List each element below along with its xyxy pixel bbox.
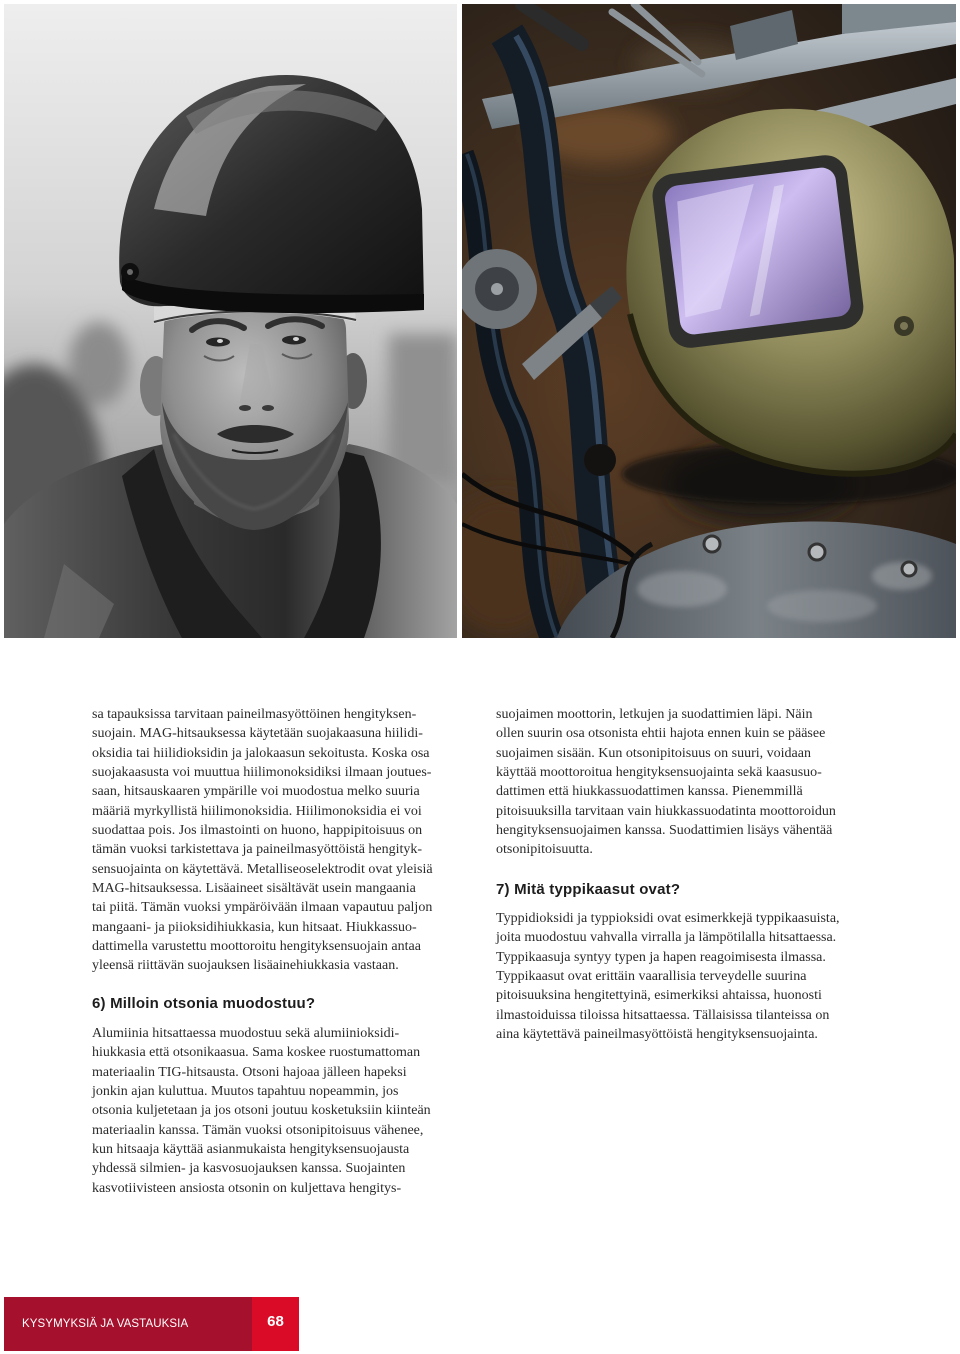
text-line: ollen suurin osa otsonista ehtii hajota ennen kuin se pääsee xyxy=(496,726,826,742)
text-line: otsonia kuljetetaan ja jos otsoni joutuu kosketuksiin kiinteän xyxy=(92,1103,431,1119)
text-line: otsonipitoisuutta. xyxy=(496,842,593,858)
text-line: suojaimen sisään. Kun otsonipitoisuus on suuri, voidaan xyxy=(496,745,811,761)
text-line: Typpikaasut ovat erittäin vaarallisia terveydelle suurina xyxy=(496,969,807,985)
text-line: suojakaasusta voi muuttua hiilimonoksidiksi ilmaan joutues- xyxy=(92,765,432,781)
page-number-box xyxy=(252,1297,299,1351)
text-line: kasvotiivisteen ansiosta otsonin on kuljettava hengitys- xyxy=(92,1180,402,1196)
text-line: pitoisuuksilla tarvitaan vain hiukkassuodatinta moottoroidun xyxy=(496,803,836,819)
text-line: käyttää moottoroitua hengityksensuojainta sekä kaasusuo- xyxy=(496,765,822,781)
text-line: jonkin ajan kuluttua. Muutos tapahtuu nopeammin, jos xyxy=(92,1084,399,1100)
text-line: MAG-hitsauksessa. Lisäaineet sisältävät usein mangaania xyxy=(92,881,416,897)
text-line: määriä myrkyllistä hiilimonoksidia. Hiilimonoksidia ei voi xyxy=(92,803,422,819)
text-line: sensuojainta on käytettävä. Metalliseoselektrodit ovat yleisiä xyxy=(92,861,433,877)
text-line: tämän vuoksi tarkistettava ja paineilmasyöttöistä hengityk- xyxy=(92,842,423,858)
text-line: dattimella varustettu moottoroitu hengityksensuojain antaa xyxy=(92,939,421,955)
text-line: tai piitä. Tämän vuoksi ympäröivään ilmaan vapautuu paljon xyxy=(92,900,433,916)
welding-helmet-photo xyxy=(462,4,956,638)
text-line: sa tapauksissa tarvitaan paineilmasyöttöinen hengityksen- xyxy=(92,707,417,722)
text-line: ilmastoiduissa tiloissa hitsattaessa. Tällaisissa tilanteissa on xyxy=(496,1007,830,1023)
section-heading-7: 7) Mitä typpikaasut ovat? xyxy=(496,881,681,898)
text-line: saan, hitsauskaaren ympärille voi muodostua melko suuria xyxy=(92,784,420,800)
text-line: Alumiinia hitsattaessa muodostuu sekä alumiinioksidi- xyxy=(92,1026,400,1041)
footer-section-label: KYSYMYKSIÄ JA VASTAUKSIA xyxy=(22,1318,189,1330)
text-line: materiaalin kanssa. Tämän vuoksi otsonipitoisuus vähenee, xyxy=(92,1122,424,1138)
text-line: yhdessä silmien- ja kasvosuojauksen kanssa. Suojainten xyxy=(92,1161,406,1177)
text-line: suodattaa pois. Jos ilmastointi on huono, happipitoisuus on xyxy=(92,823,423,839)
text-line: Typpikaasuja syntyy typen ja hapen reagoimisesta ilmassa. xyxy=(496,949,826,965)
text-line: dattimen että hiukkassuodattimen kanssa. Pienemmillä xyxy=(496,784,803,800)
page-number: 68 xyxy=(267,1313,284,1330)
right-paragraph-1 xyxy=(496,705,836,860)
text-line: aina käytettävä paineilmasyöttöistä hengityksensuojainta. xyxy=(496,1027,818,1043)
left-paragraph-2 xyxy=(92,1024,431,1198)
text-line: oksidia tai hiilidioksidin ja jalokaasun sekoitusta. Koska osa xyxy=(92,745,430,761)
text-line: yleensä riittävän suojauksen lisäainehiukkasia vastaan. xyxy=(92,958,399,974)
text-line: mangaani- ja piioksidihiukkasia, kun hitsaat. Hiukkassuo- xyxy=(92,919,417,935)
text-line: Typpidioksidi ja typpioksidi ovat esimerkkejä typpikaasuista, xyxy=(496,911,840,926)
footer-bar xyxy=(4,1297,252,1351)
text-line: suojaimen moottorin, letkujen ja suodattimien läpi. Näin xyxy=(496,707,813,722)
text-line: pitoisuuksina hengitettyinä, esimerkiksi ahtaissa, huonosti xyxy=(496,988,822,1004)
text-line: suojain. MAG-hitsauksessa käytetään suojakaasuna hiilidi- xyxy=(92,726,423,742)
section-heading-6: 6) Milloin otsonia muodostuu? xyxy=(92,995,316,1012)
left-paragraph-1 xyxy=(92,705,433,976)
welder-portrait-photo xyxy=(4,4,457,638)
text-line: joita muodostuu vahvalla virralla ja lämpötilalla hitsattaessa. xyxy=(496,930,837,946)
text-line: hiukkasia että otsonikaasua. Sama koskee ruostumattoman xyxy=(92,1045,421,1061)
right-paragraph-2 xyxy=(496,909,840,1044)
text-line: kun hitsaaja käyttää asianmukaista hengityksensuojausta xyxy=(92,1142,410,1158)
text-line: hengityksensuojaimen kanssa. Suodattimien lisäys vähentää xyxy=(496,823,833,839)
text-line: materiaalin TIG-hitsausta. Otsoni hajoaa jälleen hapeksi xyxy=(92,1064,407,1080)
